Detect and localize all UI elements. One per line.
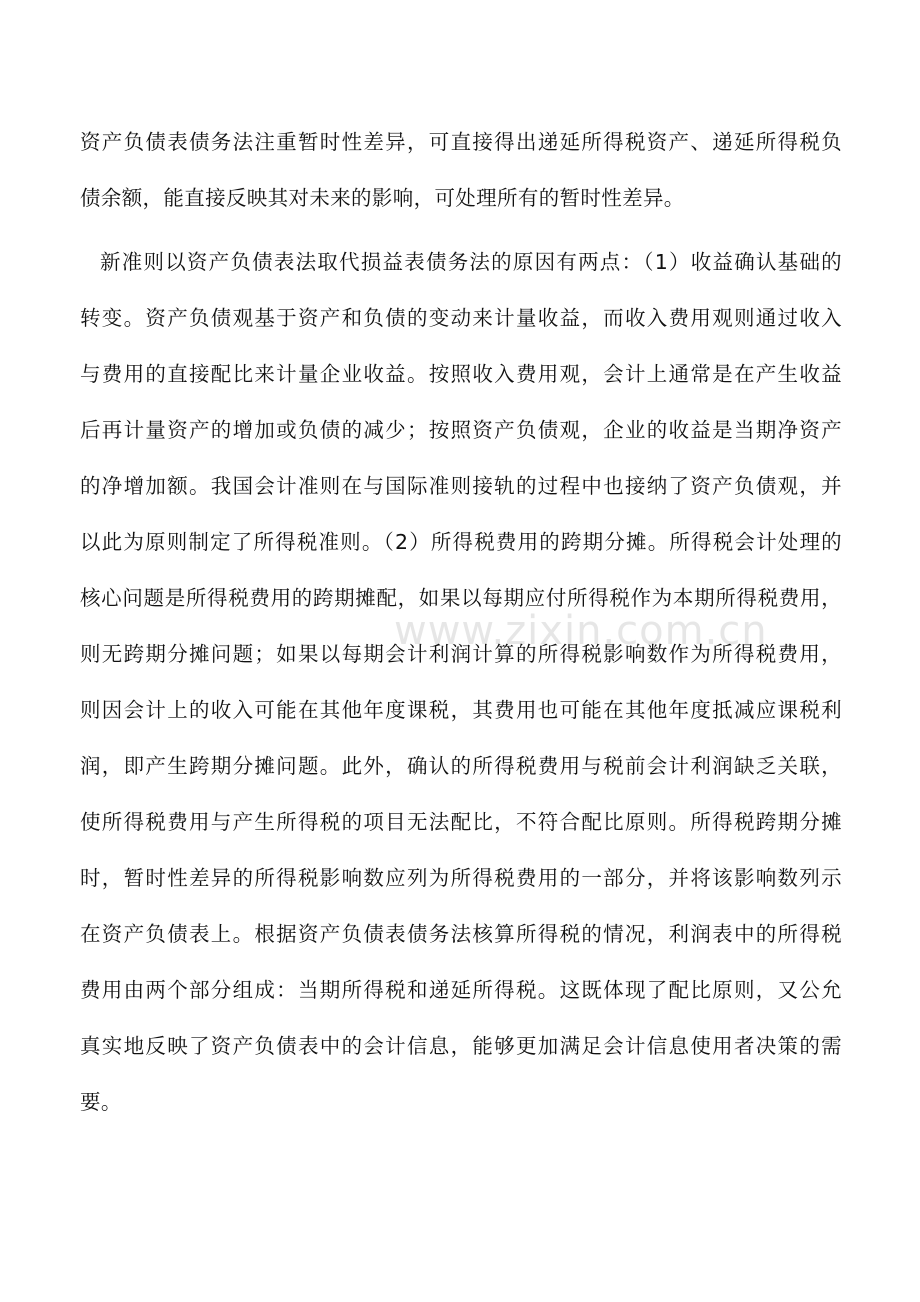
paragraph-2-line-8: 则无跨期分摊问题；如果以每期会计利润计算的所得税影响数作为所得税费用， [80, 642, 842, 666]
paragraph-2-line-2: 转变。资产负债观基于资产和负债的变动来计量收益，而收入费用观则通过收入 [80, 306, 842, 330]
paragraph-1-line-1: 资产负债表债务法注重暂时性差异，可直接得出递延所得税资产、递延所得税负 [80, 130, 842, 154]
paragraph-2-line-11: 使所得税费用与产生所得税的项目无法配比，不符合配比原则。所得税跨期分摊 [80, 810, 842, 834]
paragraph-2-line-1: 新准则以资产负债表法取代损益表债务法的原因有两点：（1）收益确认基础的 [100, 250, 842, 274]
paragraph-2-line-5: 的净增加额。我国会计准则在与国际准则接轨的过程中也接纳了资产负债观，并 [80, 474, 842, 498]
paragraph-2-line-12: 时，暂时性差异的所得税影响数应列为所得税费用的一部分，并将该影响数列示 [80, 866, 842, 890]
paragraph-2-line-10: 润，即产生跨期分摊问题。此外，确认的所得税费用与税前会计利润缺乏关联， [80, 754, 842, 778]
paragraph-2-line-7: 核心问题是所得税费用的跨期摊配，如果以每期应付所得税作为本期所得税费用， [80, 586, 842, 610]
paragraph-2-line-13: 在资产负债表上。根据资产负债表债务法核算所得税的情况，利润表中的所得税 [80, 922, 842, 946]
paragraph-2-line-16: 要。 [80, 1090, 122, 1114]
paragraph-2-line-3: 与费用的直接配比来计量企业收益。按照收入费用观，会计上通常是在产生收益 [80, 362, 842, 386]
paragraph-2-line-15: 真实地反映了资产负债表中的会计信息，能够更加满足会计信息使用者决策的需 [80, 1034, 842, 1058]
paragraph-1-line-2: 债余额，能直接反映其对未来的影响，可处理所有的暂时性差异。 [80, 186, 685, 210]
paragraph-2-line-9: 则因会计上的收入可能在其他年度课税，其费用也可能在其他年度抵减应课税利 [80, 698, 842, 722]
paragraph-2-line-14: 费用由两个部分组成：当期所得税和递延所得税。这既体现了配比原则，又公允 [80, 978, 842, 1002]
paragraph-2-line-6: 以此为原则制定了所得税准则。（2）所得税费用的跨期分摊。所得税会计处理的 [80, 530, 842, 554]
watermark: www.zixin.com.cn [394, 608, 768, 654]
paragraph-2-line-4: 后再计量资产的增加或负债的减少；按照资产负债观，企业的收益是当期净资产 [80, 418, 842, 442]
